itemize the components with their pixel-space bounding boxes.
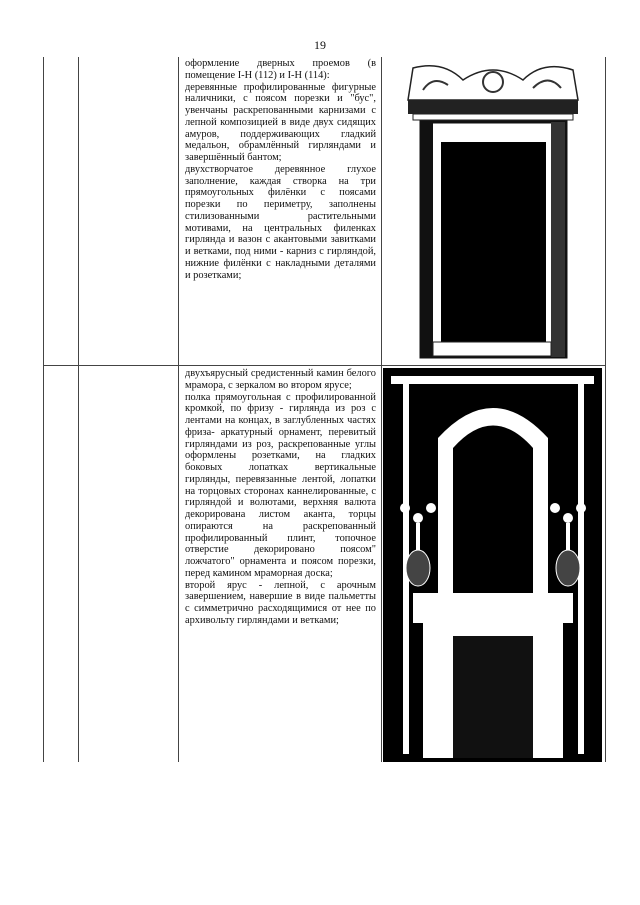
column-divider — [178, 57, 179, 762]
door-photo — [383, 60, 602, 360]
description-paragraph: полка прямоугольная с профилированной кромкой, по фризу - гирлянда из роз с лентами на концах, в заглубленных частях фриза- аркатурный орнамент, перевитый гирляндами из роз, раскрепованные углы оформлены розетками, на гладких боковых лопатках вертикальные гирлянды, перевязанные лентой, лопатки на торцовых сторонах каннелированные, с гирляндой и волютами, верхняя валюта декорирована листом аканта, торцы опираются на раскрепованный профилированный плинт, топочное отверстие декорировано поясом" ложчатого" орнамента и поясом порезки, перед камином мраморная доска; — [185, 391, 376, 579]
fireplace-photo — [383, 368, 602, 762]
description-paragraph: второй ярус - лепной, с арочным завершением, навершие в виде пальметты с симметрично расходящимися от нее по архивольту гирляндами и ветками; — [185, 579, 376, 626]
row-divider — [43, 365, 606, 366]
page-number: 19 — [314, 38, 326, 52]
description-paragraph: деревянные профилированные фигурные наличники, с поясом порезки и "бус", увенчаны раскрепованными карнизами с лепной композицией в виде двух сидящих амуров, поддерживающих гладкий медальон, обрамлённый гирляндами и завершённый бантом; — [185, 81, 376, 163]
description-cell-fireplace — [185, 368, 376, 627]
description-paragraph: оформление дверных проемов (в помещение I-Н (112) и I-Н (114): — [185, 58, 376, 81]
table-border-left — [43, 57, 44, 762]
description-paragraph: двухъярусный средистенный камин белого мрамора, с зеркалом во втором ярусе; — [185, 368, 376, 391]
description-paragraph: двухстворчатое деревянное глухое заполнение, каждая створка на три прямоугольных филёнки с поясами порезки по периметру, заполнены стилизованными растительными мотивами, на центральных филенках гирлянда и вазон с акантовыми завитками и ветками, под ними - карниз с гирляндой, нижние филёнки с накладными деталями и розетками; — [185, 163, 376, 281]
column-divider — [381, 57, 382, 762]
table-border-right — [605, 57, 606, 762]
column-divider — [78, 57, 79, 762]
description-cell-door — [185, 58, 376, 281]
